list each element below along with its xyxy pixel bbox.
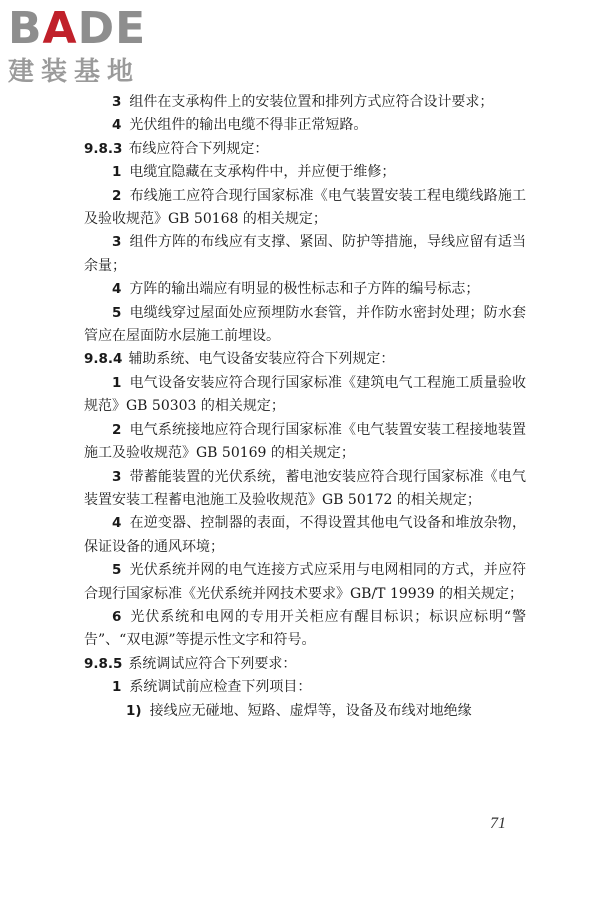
logo (8, 4, 178, 88)
clause-heading: 9.8.4 辅助系统、电气设备安装应符合下列规定： (84, 351, 395, 368)
list-item: 5 光伏系统并网的电气连接方式应采用与电网相同的方式，并应符合现行国家标准《光伏系统并网技术要求》GB/T 19939 的相关规定； (84, 562, 526, 602)
list-item: 3 组件方阵的布线应有支撑、紧固、防护等措施，导线应留有适当余量； (84, 234, 526, 274)
list-item: 1 系统调试前应检查下列项目： (112, 679, 312, 696)
list-item: 4 方阵的输出端应有明显的极性标志和子方阵的编号标志； (112, 281, 480, 298)
clause-heading: 9.8.5 系统调试应符合下列要求： (84, 655, 297, 672)
list-item: 1 电气设备安装应符合现行国家标准《建筑电气工程施工质量验收规范》GB 50303 的相关规定； (84, 374, 526, 415)
logo-wordmark (8, 4, 178, 54)
list-item: 3 组件在支承构件上的安装位置和排列方式应符合设计要求； (112, 94, 494, 110)
list-item: 4 光伏组件的输出电缆不得非正常短路。 (112, 117, 368, 134)
list-item: 5 电缆线穿过屋面处应预埋防水套管，并作防水密封处理；防水套管应在屋面防水层施工前埋设。 (84, 304, 526, 345)
logo-letters-de: DE (77, 3, 147, 54)
list-item: 2 布线施工应符合现行国家标准《电气装置安装工程电缆线路施工及验收规范》GB 50168 的相关规定； (84, 187, 526, 228)
list-item: 2 电气系统接地应符合现行国家标准《电气装置安装工程接地装置施工及验收规范》GB 50169 的相关规定； (84, 421, 526, 462)
logo-letter-a: A (42, 3, 78, 54)
document-body (84, 91, 526, 723)
clause-heading: 9.8.3 布线应符合下列规定： (84, 140, 269, 157)
sub-list-item: 1) 接线应无碰地、短路、虚焊等，设备及布线对地绝缘 (126, 702, 472, 719)
logo-subtitle: 建装基地 (8, 57, 141, 87)
list-item: 4 在逆变器、控制器的表面，不得设置其他电气设备和堆放杂物，保证设备的通风环境； (84, 515, 526, 555)
logo-letters-b: B (8, 3, 43, 54)
page-number: 71 (490, 815, 506, 832)
list-item: 1 电缆宜隐藏在支承构件中，并应便于维修； (112, 164, 396, 181)
list-item: 6 光伏系统和电网的专用开关柜应有醒目标识；标识应标明“警告”、“双电源”等提示性文字和符号。 (84, 608, 526, 649)
list-item: 3 带蓄能装置的光伏系统，蓄电池安装应符合现行国家标准《电气装置安装工程蓄电池施工及验收规范》GB 50172 的相关规定； (84, 468, 526, 508)
